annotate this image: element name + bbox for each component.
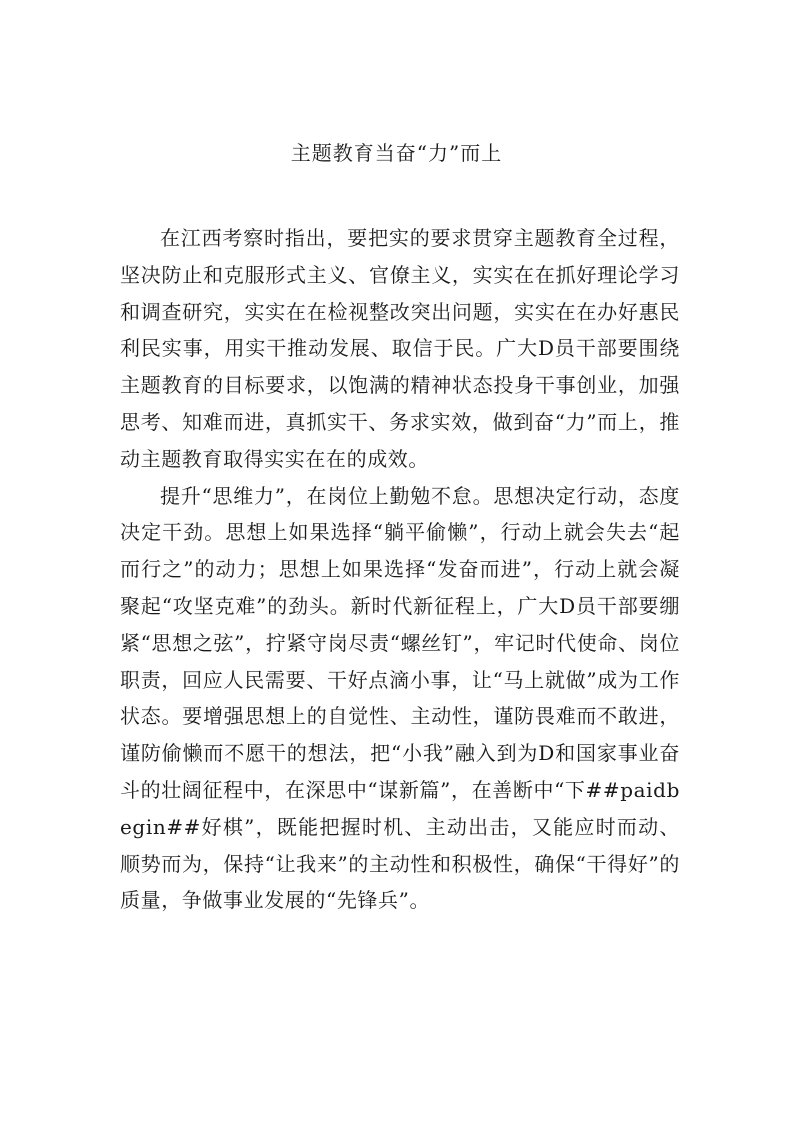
paragraph-1: 在江西考察时指出，要把实的要求贯穿主题教育全过程，坚决防止和克服形式主义、官僚主义，实实在在抓好理论学习和调查研究，实实在在检视整改突出问题，实实在在办好惠民利民实事，用实干推动发展、取信于民。广大D员干部要围绕主题教育的目标要求，以饱满的精神状态投身干事创业，加强思考、知难而进，真抓实干、务求实效，做到奋“力”而上，推动主题教育取得实实在在的成效。 [120,226,680,471]
paragraph-2: 提升“思维力”，在岗位上勤勉不怠。思想决定行动，态度决定干劲。思想上如果选择“躺平偷懒”，行动上就会失去“起而行之”的动力；思想上如果选择“发奋而进”，行动上就会凝聚起“攻坚克难”的劲头。新时代新征程上，广大D员干部要绷紧“思想之弦”，拧紧守岗尽责“螺丝钉”，牢记时代使命、岗位职责，回应人民需要、干好点滴小事，让“马上就做”成为工作状态。要增强思想上的自觉性、主动性，谨防畏难而不敢进，谨防偷懒而不愿干的想法，把“小我”融入到为D和国家事业奋斗的壮阔征程中，在深思中“谋新篇”，在善断中“下##paidbegin##好棋”，既能把握时机、主动出击，又能应时而动、顺势而为，保持“让我来”的主动性和积极性，确保“干得好”的质量，争做事业发展的“先锋兵”。 [120,483,680,913]
page-title: 主题教育当奋“力”而上 [290,141,503,165]
document-body [120,220,680,919]
